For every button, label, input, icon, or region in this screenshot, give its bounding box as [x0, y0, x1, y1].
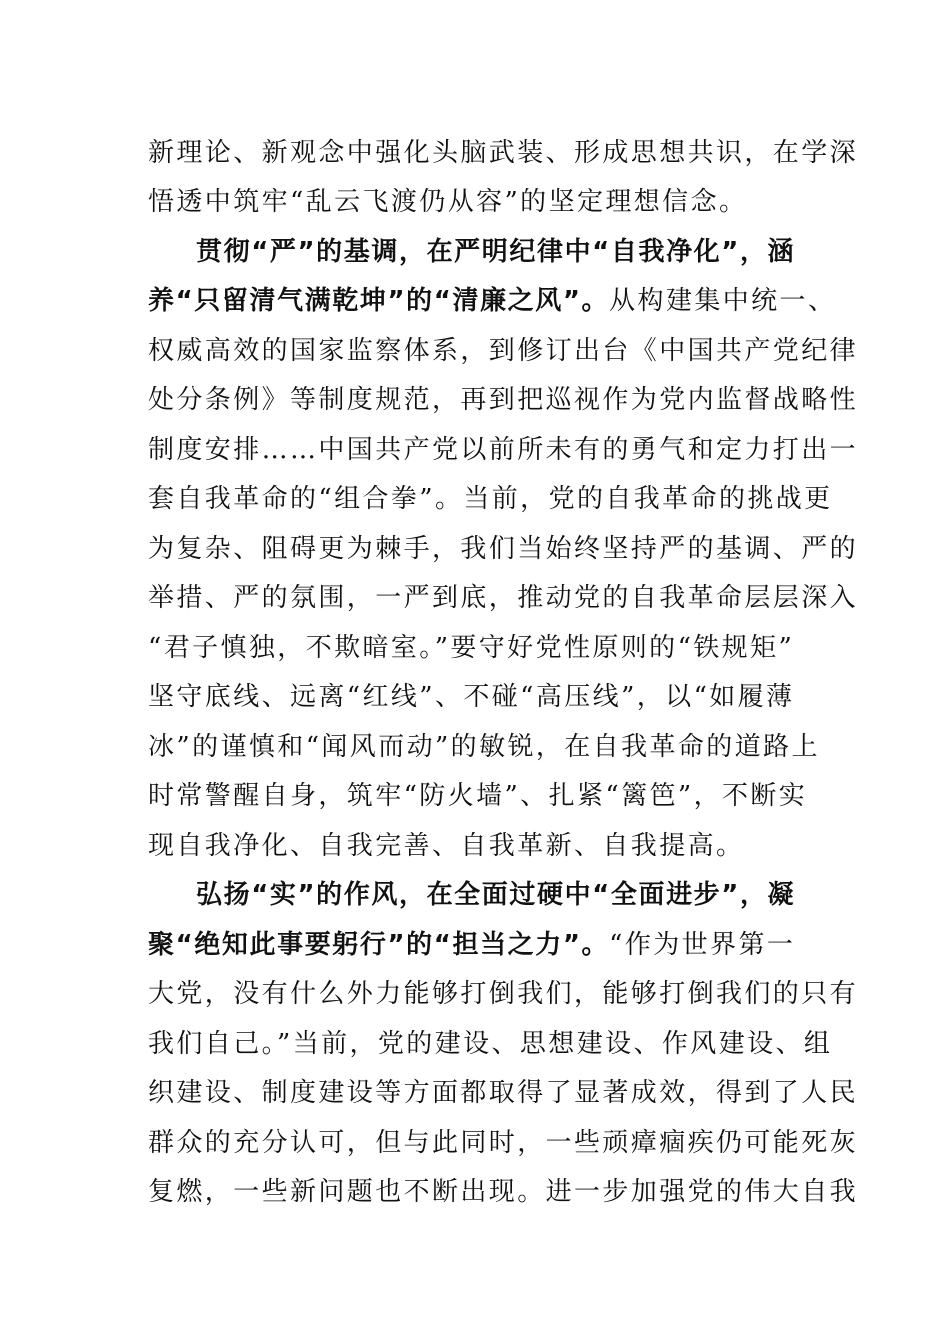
text-line: 织建设、制度建设等方面都取得了显著成效，得到了人民: [148, 1078, 859, 1108]
text-line: “君子慎独，不欺暗室。”要守好党性原则的“铁规矩”: [148, 633, 795, 663]
heading-bold-part: 聚“绝知此事要躬行”的“担当之力”。: [148, 930, 610, 960]
text-line: 悟透中筑牢“乱云飞渡仍从容”的坚定理想信念。: [148, 187, 748, 217]
text-line: 权威高效的国家监察体系，到修订出台《中国共产党纪律: [148, 336, 859, 366]
text-line: 冰”的谨慎和“闻风而动”的敏锐，在自我革命的道路上: [148, 732, 820, 762]
text-line: 套自我革命的“组合拳”。当前，党的自我革命的挑战更: [148, 484, 833, 514]
text-line: 制度安排……中国共产党以前所未有的勇气和定力打出一: [148, 435, 859, 465]
text-line: 新理论、新观念中强化头脑武装、形成思想共识，在学深: [148, 138, 859, 168]
text-line: 为复杂、阻碍更为棘手，我们当始终坚持严的基调、严的: [148, 534, 859, 564]
paragraph-heading-line: 贯彻“严”的基调，在严明纪律中“自我净化”，涵: [196, 237, 796, 267]
text-line: 坚守底线、远离“红线”、不碰“高压线”，以“如履薄: [148, 682, 795, 712]
paragraph-heading-line: [148, 276, 836, 326]
text-line: 大党，没有什么外力能够打倒我们，能够打倒我们的只有: [148, 979, 859, 1009]
heading-rest-part: “作为世界第一: [609, 930, 796, 960]
text-line: 处分条例》等制度规范，再到把巡视作为党内监督战略性: [148, 385, 859, 415]
text-line: 我们自己。”当前，党的建设、思想建设、作风建设、组: [148, 1029, 833, 1059]
text-line: 复燃，一些新问题也不断出现。进一步加强党的伟大自我: [148, 1177, 859, 1207]
paragraph-heading-line: 弘扬“实”的作风，在全面过硬中“全面进步”，凝: [196, 880, 796, 910]
text-line: 群众的充分认可，但与此同时，一些顽瘴痼疾仍可能死灰: [148, 1128, 859, 1158]
text-line: 时常警醒自身，筑牢“防火墙”、扎紧“篱笆”，不断实: [148, 781, 808, 811]
text-line: 现自我净化、自我完善、自我革新、自我提高。: [148, 831, 745, 861]
heading-bold-part: 养“只留清气满乾坤”的“清廉之风”。: [148, 286, 610, 316]
text-line: 举措、严的氛围，一严到底，推动党的自我革命层层深入: [148, 583, 859, 613]
paragraph-heading-line: [148, 920, 795, 970]
heading-rest-part: 从构建集中统一、: [609, 286, 837, 316]
